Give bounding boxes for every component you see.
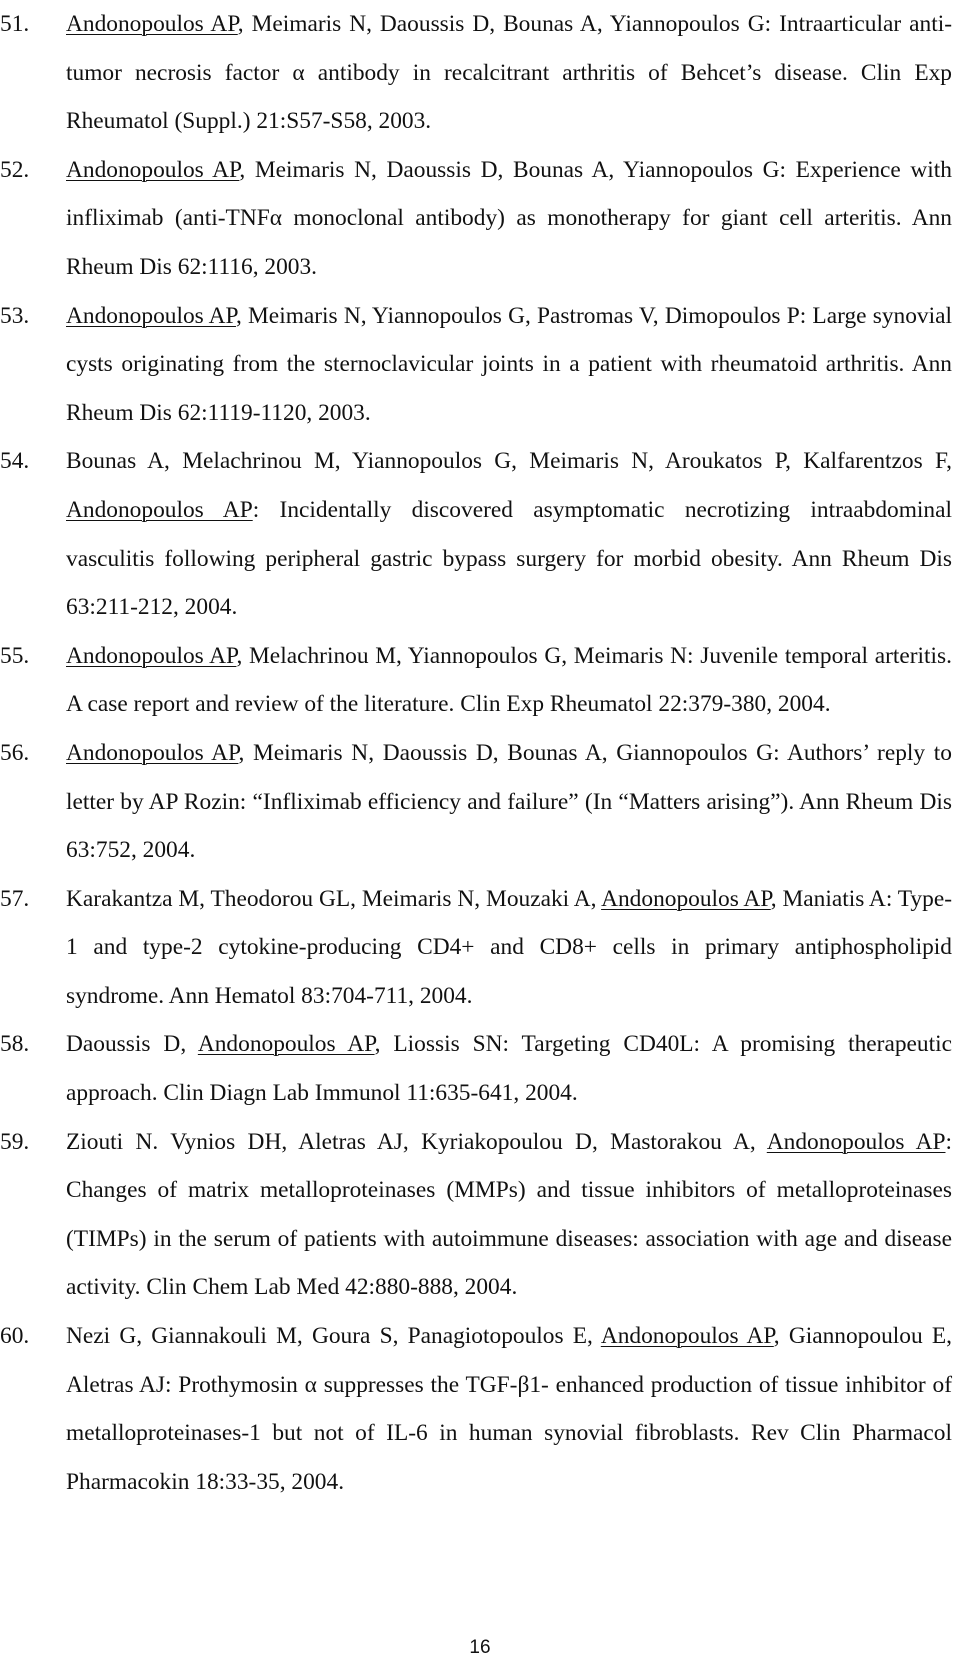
reference-text <box>66 886 952 1009</box>
reference-segment: , Liossis SN: Targeting CD40L: A promising therapeutic approach. Clin Diagn Lab Immunol 11:635-641, 2004. <box>66 1031 952 1107</box>
reference-number: 59. <box>0 1128 30 1155</box>
reference-text <box>66 740 952 863</box>
reference-text <box>66 1129 952 1301</box>
reference-item <box>0 437 960 631</box>
reference-segment: , Giannopoulou E, Aletras AJ: Prothymosin α suppresses the TGF-β1- enhanced production of tissue inhibitor of metalloproteinases-1 but not of IL-6 in human synovial fibroblasts. Rev Clin Pharmacol Pharmacokin 18:33-35, 2004. <box>66 1323 952 1495</box>
author-highlight: Andonopoulos AP <box>66 739 239 766</box>
reference-segment: , Maniatis A: Type-1 and type-2 cytokine-producing CD4+ and CD8+ cells in primary antiphospholipid syndrome. Ann Hematol 83:704-711, 2004. <box>66 885 952 1009</box>
reference-text <box>66 1323 952 1495</box>
author-highlight: Andonopoulos AP <box>66 642 237 669</box>
reference-segment: : Changes of matrix metalloproteinases (MMPs) and tissue inhibitors of metalloproteinases (TIMPs) in the serum of patients with autoimmune diseases: association with age and disease activity. Clin Chem Lab Med 42:880-888, 2004. <box>66 1128 952 1301</box>
author-highlight: Andonopoulos AP <box>766 1128 946 1155</box>
reference-number: 58. <box>0 1031 30 1058</box>
reference-number: 60. <box>0 1323 30 1350</box>
reference-item <box>0 146 960 292</box>
reference-item <box>0 1020 960 1117</box>
reference-segment: , Meimaris N, Daoussis D, Bounas A, Yiannopoulos G: Intraarticular anti-tumor necrosis factor α antibody in recalcitrant arthritis of Behcet’s disease. Clin Exp Rheumatol (Suppl.) 21:S57-S58, 2003. <box>66 11 952 135</box>
reference-segment: , Meimaris N, Yiannopoulos G, Pastromas V, Dimopoulos P: Large synovial cysts originating from the sternoclavicular joints in a patient with rheumatoid arthritis. Ann Rheum Dis 62:1119-1120, 2003. <box>66 302 952 426</box>
author-highlight: Andonopoulos AP <box>600 1323 774 1350</box>
page-number: 16 <box>469 1637 491 1658</box>
reference-number: 51. <box>0 11 30 37</box>
reference-segment: Bounas A, Melachrinou M, Yiannopoulos G, Meimaris N, Aroukatos P, Kalfarentzos F, <box>66 448 952 475</box>
reference-number: 56. <box>0 739 30 766</box>
reference-item <box>0 632 960 729</box>
reference-segment: Daoussis D, <box>66 1031 198 1058</box>
reference-number: 54. <box>0 448 30 475</box>
reference-item <box>0 1312 960 1506</box>
author-highlight: Andonopoulos AP <box>197 1031 375 1058</box>
reference-item <box>0 1118 960 1312</box>
reference-segment: : Incidentally discovered asymptomatic necrotizing intraabdominal vasculitis following peripheral gastric bypass surgery for morbid obesity. Ann Rheum Dis 63:211-212, 2004. <box>66 496 953 621</box>
author-highlight: Andonopoulos AP <box>66 11 238 37</box>
reference-item <box>0 729 960 875</box>
reference-text <box>66 1031 952 1106</box>
reference-text <box>66 448 952 620</box>
reference-number: 52. <box>0 156 30 183</box>
author-highlight: Andonopoulos AP <box>66 156 240 183</box>
reference-segment: , Melachrinou M, Yiannopoulos G, Meimaris N: Juvenile temporal arteritis. A case report and review of the literature. Clin Exp Rheumatol 22:379-380, 2004. <box>66 642 952 718</box>
reference-segment: Nezi G, Giannakouli M, Goura S, Panagiotopoulos E, <box>66 1323 601 1350</box>
reference-item <box>0 875 960 1021</box>
reference-text <box>66 643 952 718</box>
reference-text <box>66 157 952 280</box>
reference-item <box>0 292 960 438</box>
reference-number: 53. <box>0 302 30 329</box>
author-highlight: Andonopoulos AP <box>66 496 253 523</box>
author-highlight: Andonopoulos AP <box>66 302 236 329</box>
reference-segment: , Meimaris N, Daoussis D, Bounas A, Giannopoulos G: Authors’ reply to letter by AP Rozin: “Infliximab efficiency and failure” (In “Matters arising”). Ann Rheum Dis 63:752, 2004. <box>66 739 952 864</box>
author-highlight: Andonopoulos AP <box>601 885 771 912</box>
reference-number: 57. <box>0 885 30 912</box>
reference-item <box>0 0 960 146</box>
reference-segment: Ziouti N. Vynios DH, Aletras AJ, Kyriakopoulou D, Mastorakou A, <box>66 1128 767 1155</box>
reference-text <box>66 11 952 134</box>
reference-segment: Karakantza M, Theodorou GL, Meimaris N, Mouzaki A, <box>66 885 602 912</box>
reference-text <box>66 303 952 426</box>
reference-segment: , Meimaris N, Daoussis D, Bounas A, Yiannopoulos G: Experience with infliximab (anti-TNFα monoclonal antibody) as monotherapy for giant cell arteritis. Ann Rheum Dis 62:1116, 2003. <box>66 156 952 280</box>
reference-number: 55. <box>0 642 30 669</box>
